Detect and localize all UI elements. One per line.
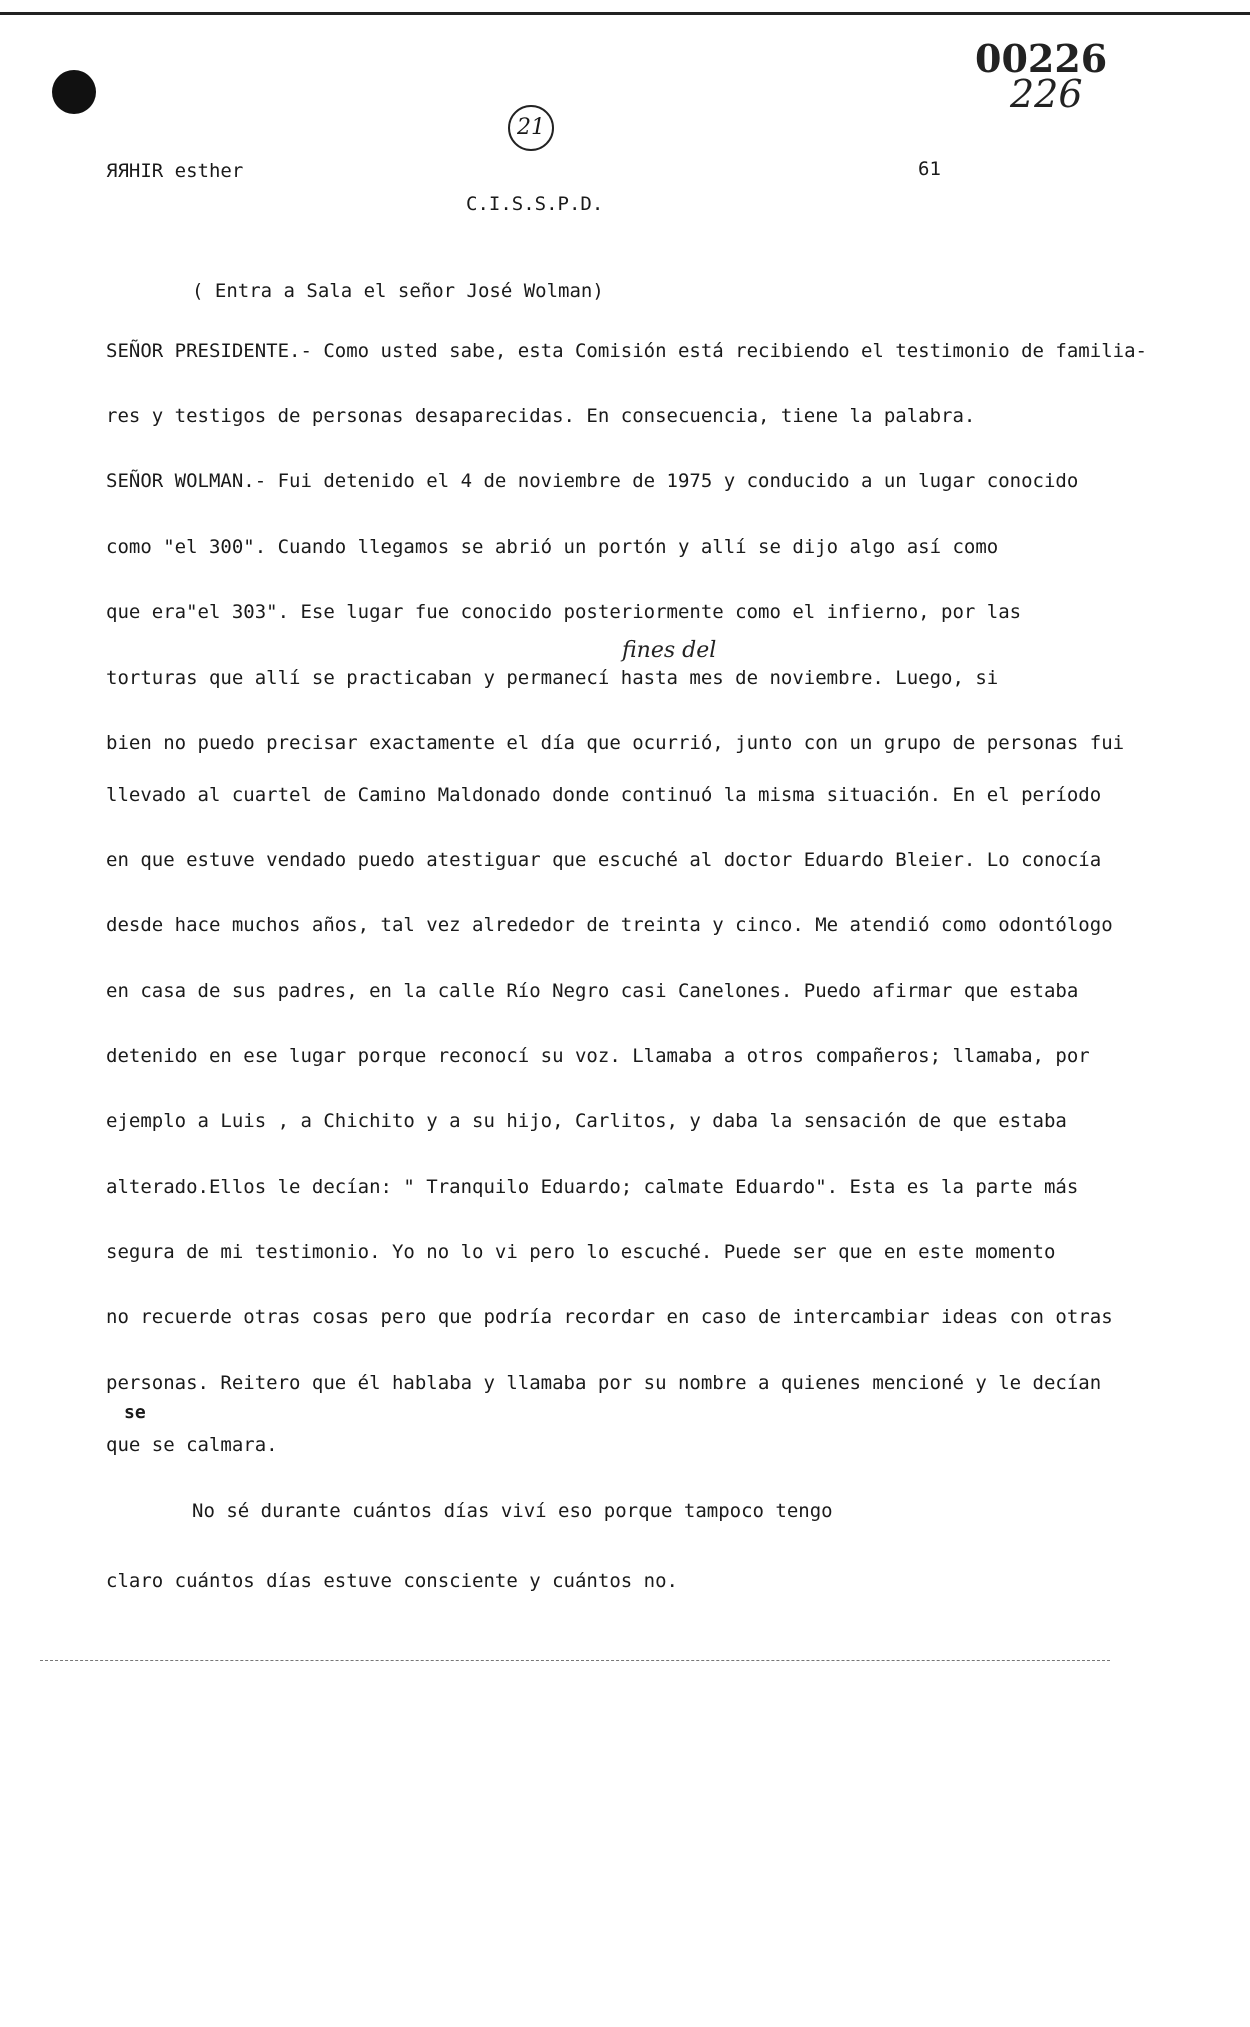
text-line: alterado.Ellos le decían: " Tranquilo Eduardo; calmate Eduardo". Esta es la parte más [106,1176,1079,1198]
committee-code: C.I.S.S.P.D. [466,193,604,215]
handwritten-number: 226 [1010,72,1083,116]
text-line: SEÑOR WOLMAN.- Fui detenido el 4 de noviembre de 1975 y conducido a un lugar conocido [106,470,1079,492]
text-line: torturas que allí se practicaban y permanecí hasta mes de noviembre. Luego, si [106,667,999,689]
text-line: en que estuve vendado puedo atestiguar que escuché al doctor Eduardo Bleier. Lo conocía [106,849,1102,871]
text-line: como "el 300". Cuando llegamos se abrió un portón y allí se dijo algo así como [106,536,999,558]
text-line: personas. Reitero que él hablaba y llamaba por su nombre a quienes mencioné y le decían [106,1372,1102,1394]
text-line: no recuerde otras cosas pero que podría recordar en caso de intercambiar ideas con otras [106,1306,1113,1328]
text-line: res y testigos de personas desaparecidas. En consecuencia, tiene la palabra. [106,405,976,427]
text-line: desde hace muchos años, tal vez alrededor de treinta y cinco. Me atendió como odontólogo [106,914,1113,936]
text-line: que era"el 303". Ese lugar fue conocido posteriormente como el infierno, por las [106,601,1022,623]
text-line: SEÑOR PRESIDENTE.- Como usted sabe, esta Comisión está recibiendo el testimonio de familia- [106,340,1147,362]
stamp-number: 00226 [975,36,1108,81]
handwritten-insert: fines del [622,638,717,663]
punch-hole-icon [52,70,96,114]
text-line: llevado al cuartel de Camino Maldonado donde continuó la misma situación. En el período [106,784,1102,806]
text-line: claro cuántos días estuve consciente y cuántos no. [106,1570,678,1592]
text-line: detenido en ese lugar porque reconocí su voz. Llamaba a otros compañeros; llamaba, por [106,1045,1090,1067]
text-line: segura de mi testimonio. Yo no lo vi pero lo escuché. Puede ser que en este momento [106,1241,1056,1263]
circled-number: 21 [508,105,554,151]
text-line: bien no puedo precisar exactamente el día que ocurrió, junto con un grupo de personas fui [106,732,1125,754]
text-line: ejemplo a Luis , a Chichito y a su hijo, Carlitos, y daba la sensación de que estaba [106,1110,1067,1132]
top-border-line [0,12,1250,15]
text-line: No sé durante cuántos días viví eso porque tampoco tengo [192,1500,833,1522]
text-line: que se calmara. [106,1434,278,1456]
header-name: ЯЯHIR esther [106,160,244,182]
text-line: en casa de sus padres, en la calle Río Negro casi Canelones. Puedo afirmar que estaba [106,980,1079,1002]
page-number: 61 [918,158,941,180]
margin-insert: se [124,1402,146,1423]
stage-direction: ( Entra a Sala el señor José Wolman) [192,280,604,302]
bottom-rule [40,1660,1110,1661]
